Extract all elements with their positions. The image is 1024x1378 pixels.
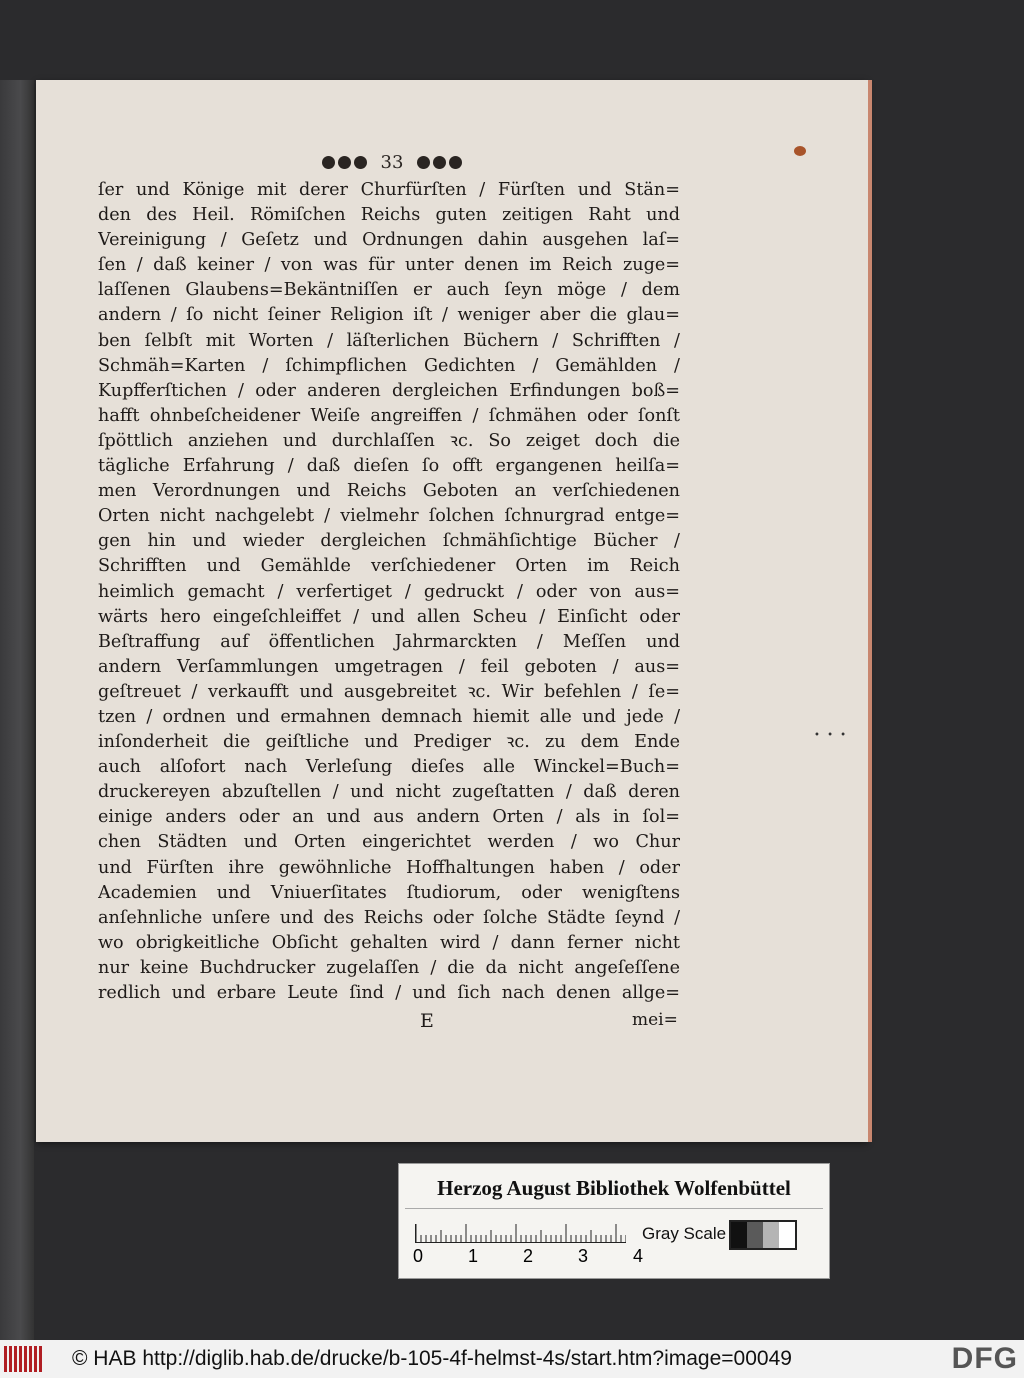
text-line: den des Heil. Römiſchen Reichs guten zeitigen Raht und [98, 205, 680, 226]
text-line: ben ſelbſt mit Worten / läſterlichen Büchern / Schrifften / [98, 330, 680, 351]
ink-stain [794, 146, 806, 156]
scanner-background [0, 80, 34, 1340]
ornament-left-icon [322, 156, 367, 169]
text-line: Kupfferſtichen / oder anderen dergleichen Erfindungen boß= [98, 380, 680, 401]
library-name: Herzog August Bibliothek Wolfenbüttel [437, 1176, 791, 1200]
text-line: Academien und Vniuerſitates ſtudiorum, oder wenigſtens [98, 882, 680, 903]
text-line: einige anders oder an und aus andern Orten / als in ſol= [98, 807, 680, 828]
signature-mark: E [420, 1010, 434, 1032]
paper-marks: • • • [814, 730, 849, 741]
text-line: nur keine Buchdrucker zugelaſſen / die da nicht angeſeſſene [98, 957, 680, 978]
text-line: und Fürſten ihre gewöhnliche Hoffhaltungen haben / oder [98, 857, 680, 878]
text-line: laſſenen Glaubens=Bekäntniſſen er auch ſeyn möge / dem [98, 280, 680, 301]
text-line: hafft ohnbeſcheidener Weiſe angreiffen / ſchmähen oder ſonſt [98, 405, 680, 426]
text-line: ſpöttlich anziehen und durchlaſſen ꝛc. So zeiget doch die [98, 430, 680, 451]
text-line: Beſtraffung auf öffentlichen Jahrmarckten / Meſſen und [98, 631, 680, 652]
ruler-scale-icon [415, 1224, 626, 1243]
text-line: gen hin und wieder dergleichen ſchmähſichtige Bücher / [98, 531, 680, 552]
text-line: geſtreuet / verkaufft und ausgebreitet ꝛc. Wir befehlen / ſe= [98, 681, 680, 702]
gray-swatch-cell [731, 1222, 747, 1248]
text-line: ſer und Könige mit derer Churfürſten / Fürſten und Stän= [98, 180, 680, 200]
ruler-numbers [413, 1246, 643, 1267]
text-line: men Verordnungen und Reichs Geboten an verſchiedenen [98, 481, 680, 502]
text-line: Orten nicht nachgelebt / vielmehr ſolchen ſchnurgrad entge= [98, 506, 680, 527]
text-line: tägliche Erfahrung / daß dieſen ſo offt ergangenen heilſa= [98, 456, 680, 477]
ruler-number: 1 [467, 1246, 478, 1266]
footer-bar [0, 1340, 1024, 1378]
page-number: 33 [380, 151, 404, 173]
catchword: mei= [632, 1010, 678, 1030]
gray-swatch-cell [763, 1222, 779, 1248]
text-line: druckereyen abzuſtellen / und nicht zugeſtatten / daß deren [98, 782, 680, 803]
hab-logo-icon [4, 1344, 52, 1374]
gray-scale-swatch [729, 1220, 797, 1250]
body-text [98, 178, 680, 1006]
ruler-number: 2 [522, 1246, 533, 1266]
ornament-right-icon [417, 156, 462, 169]
page-header [312, 150, 472, 174]
gray-swatch-cell [747, 1222, 763, 1248]
text-line: redlich und erbare Leute ſind / und ſich nach denen allge= [98, 983, 680, 1003]
text-line: chen Städten und Orten eingerichtet werden / wo Chur [98, 832, 680, 853]
gray-swatch-cell [779, 1222, 795, 1248]
copyright-url[interactable]: © HAB http://diglib.hab.de/drucke/b-105-4f-helmst-4s/start.htm?image=00049 [72, 1347, 792, 1370]
text-line: Vereinigung / Geſetz und Ordnungen dahin ausgehen laſ= [98, 230, 680, 251]
text-line: anſehnliche unſere und des Reichs oder ſolche Städte ſeynd / [98, 907, 680, 928]
text-line: auch alſofort nach Verleſung dieſes alle Winckel=Buch= [98, 757, 680, 778]
text-line: andern Verſammlungen umgetragen / feil geboten / aus= [98, 656, 680, 677]
text-line: inſonderheit die geiſtliche und Prediger ꝛc. zu dem Ende [98, 732, 680, 753]
library-color-card [398, 1163, 830, 1279]
ruler-number: 3 [577, 1246, 588, 1266]
text-line: tzen / ordnen und ermahnen demnach hiemit alle und jede / [98, 706, 680, 727]
text-line: ſen / daß keiner / von was für unter denen im Reich zuge= [98, 255, 680, 276]
text-line: wärts hero eingeſchleiffet / und allen Scheu / Einſicht oder [98, 606, 680, 627]
card-divider [405, 1208, 823, 1209]
text-line: Schmäh=Karten / ſchimpflichen Gedichten / Gemählden / [98, 355, 680, 376]
text-line: andern / ſo nicht ſeiner Religion iſt / weniger aber die glau= [98, 305, 680, 326]
ruler-number: 4 [632, 1246, 643, 1266]
text-line: heimlich gemacht / verfertiget / gedruckt / oder von aus= [98, 581, 680, 602]
dfg-logo: DFG [951, 1342, 1018, 1375]
ruler-number: 0 [413, 1246, 424, 1266]
gray-scale-label: Gray Scale [642, 1224, 727, 1243]
text-line: wo obrigkeitliche Obſicht gehalten wird / dann ferner nicht [98, 932, 680, 953]
text-line: Schrifften und Gemählde verſchiedener Orten im Reich [98, 556, 680, 577]
